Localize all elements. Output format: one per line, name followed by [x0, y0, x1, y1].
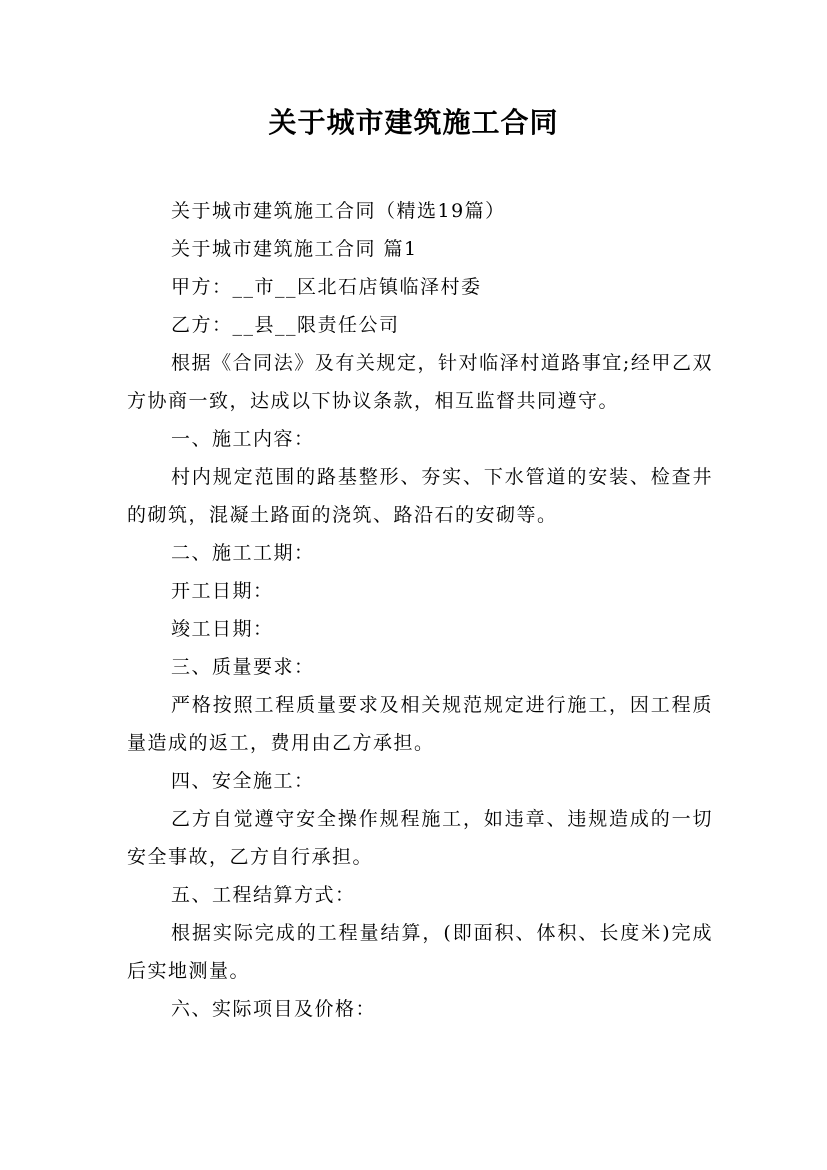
heading-safety: 四、安全施工：: [171, 770, 315, 792]
paragraph-preamble: 根据《合同法》及有关规定，针对临泽村道路事宜;经甲乙双方协商一致，达成以下协议条款，相互监督共同遵守。: [127, 352, 713, 412]
document-title: 关于城市建筑施工合同: [268, 106, 559, 139]
heading-settlement: 五、工程结算方式：: [171, 884, 356, 906]
document-body: [127, 192, 713, 1028]
paragraph-section-heading: 关于城市建筑施工合同 篇1: [171, 238, 418, 260]
heading-items-and-prices: 六、实际项目及价格：: [171, 998, 377, 1020]
paragraph-party-b: 乙方：__县__限责任公司: [171, 314, 400, 336]
paragraph-party-a: 甲方：__市__区北石店镇临泽村委: [171, 276, 482, 298]
paragraph-completion-date: 竣工日期：: [171, 618, 274, 640]
paragraph-construction-content: 村内规定范围的路基整形、夯实、下水管道的安装、检查井的砌筑，混凝土路面的浇筑、路沿石的安砌等。: [127, 466, 713, 526]
paragraph-settlement: 根据实际完成的工程量结算，(即面积、体积、长度米)完成后实地测量。: [127, 922, 713, 982]
heading-quality-requirements: 三、质量要求：: [171, 656, 315, 678]
heading-construction-content: 一、施工内容：: [171, 428, 315, 450]
paragraph-start-date: 开工日期：: [171, 580, 274, 602]
paragraph-safety: 乙方自觉遵守安全操作规程施工，如违章、违规造成的一切安全事故，乙方自行承担。: [127, 808, 713, 868]
paragraph-quality-requirements: 严格按照工程质量要求及相关规范规定进行施工，因工程质量造成的返工，费用由乙方承担。: [127, 694, 713, 754]
paragraph-subtitle: 关于城市建筑施工合同（精选19篇）: [171, 200, 506, 222]
heading-construction-period: 二、施工工期：: [171, 542, 315, 564]
